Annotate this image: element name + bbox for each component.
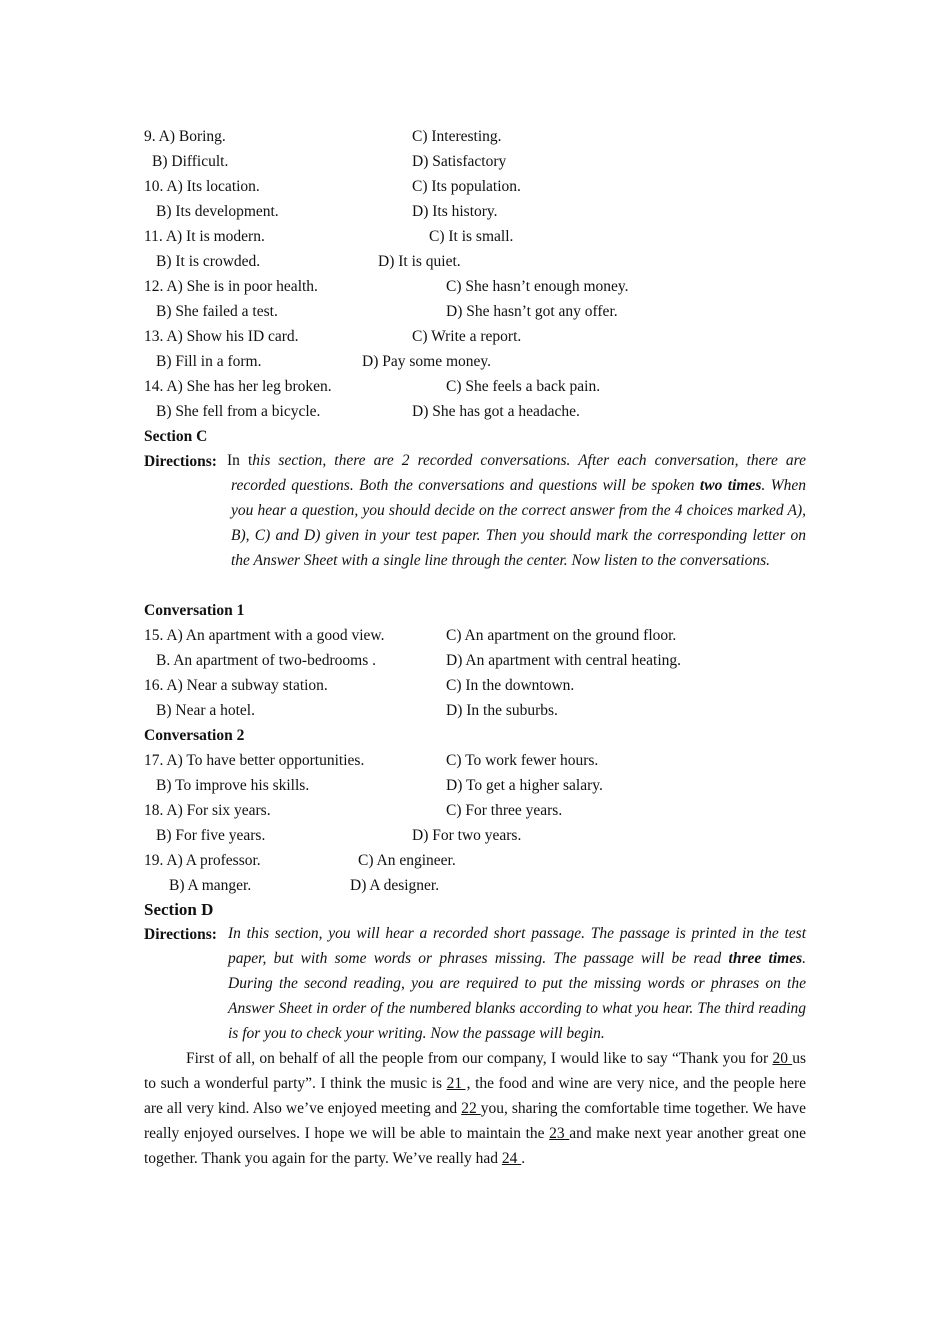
directions-emphasis: two times <box>699 476 762 494</box>
section-c-heading: Section C <box>144 428 208 445</box>
q15-option-a: 15. A) An apartment with a good view. <box>144 627 385 644</box>
q11-option-d: D) It is quiet. <box>378 253 461 270</box>
q16-option-a: 16. A) Near a subway station. <box>144 677 328 694</box>
q12-option-d: D) She hasn’t got any offer. <box>446 303 618 320</box>
section-c-directions-label: Directions: <box>144 453 217 470</box>
q18-option-d: D) For two years. <box>412 827 522 844</box>
passage-text: . <box>521 1150 526 1167</box>
q19-option-d: D) A designer. <box>350 877 440 894</box>
q9-option-d: D) Satisfactory <box>412 153 507 170</box>
q17-option-b: B) To improve his skills. <box>156 777 310 794</box>
passage-text: you, sharing the comfortable time together. We have really enjoyed ourselves. I hope we will be able to maintain the <box>144 1100 806 1142</box>
q13-option-b: B) Fill in a form. <box>156 353 262 370</box>
q19-option-a: 19. A) A professor. <box>144 852 261 869</box>
q10-option-a: 10. A) Its location. <box>144 178 260 195</box>
q13-option-c: C) Write a report. <box>412 328 522 345</box>
directions-part-1: In this section, you will hear a recorded short passage. The passage is printed in the test paper, but with some words or phrases missing. The passage will be read <box>228 925 806 967</box>
conversation-1-heading: Conversation 1 <box>144 602 245 619</box>
q16-option-c: C) In the downtown. <box>446 677 575 694</box>
q12-option-a: 12. A) She is in poor health. <box>144 278 318 295</box>
section-c-directions-text <box>227 449 807 574</box>
q17-option-a: 17. A) To have better opportunities. <box>144 752 365 769</box>
q12-option-b: B) She failed a test. <box>156 303 278 320</box>
passage-text: and make next year another great one together. Thank you again for the party. We’ve really had <box>144 1125 806 1167</box>
q10-option-d: D) Its history. <box>412 203 498 220</box>
passage-paragraph <box>144 1046 806 1171</box>
q14-option-a: 14. A) She has her leg broken. <box>144 378 332 395</box>
q14-option-b: B) She fell from a bicycle. <box>156 403 321 420</box>
q9-option-c: C) Interesting. <box>412 128 502 145</box>
q15-option-b: B. An apartment of two-bedrooms . <box>156 652 376 669</box>
q19-option-b: B) A manger. <box>169 877 252 894</box>
q10-option-c: C) Its population. <box>412 178 521 195</box>
q15-option-c: C) An apartment on the ground floor. <box>446 627 677 644</box>
q17-option-d: D) To get a higher salary. <box>446 777 603 794</box>
q15-option-d: D) An apartment with central heating. <box>446 652 682 669</box>
q9-option-a: 9. A) Boring. <box>144 128 226 145</box>
q13-option-d: D) Pay some money. <box>362 353 492 370</box>
q17-option-c: C) To work fewer hours. <box>446 752 599 769</box>
section-d-heading: Section D <box>144 900 214 919</box>
q9-option-b: B) Difficult. <box>152 153 229 170</box>
q11-option-c: C) It is small. <box>429 228 514 245</box>
q18-option-b: B) For five years. <box>156 827 266 844</box>
blank-21: 21 , <box>446 1075 471 1092</box>
q11-option-a: 11. A) It is modern. <box>144 228 265 245</box>
blank-23: 23 <box>549 1125 570 1142</box>
directions-part-2: . During the second reading, you are required to put the missing words or phrases on the Answer Sheet in order of the numbered blanks according to what you hear. The third reading is for you to check your writing. Now the passage will begin. <box>228 949 806 1042</box>
q18-option-a: 18. A) For six years. <box>144 802 271 819</box>
q16-option-d: D) In the suburbs. <box>446 702 558 719</box>
section-d-directions-label: Directions: <box>144 926 217 943</box>
q10-option-b: B) Its development. <box>156 203 279 220</box>
blank-20: 20 <box>772 1050 793 1067</box>
q18-option-c: C) For three years. <box>446 802 563 819</box>
q14-option-c: C) She feels a back pain. <box>446 378 601 395</box>
passage-text: First of all, on behalf of all the people from our company, I would like to say “Thank you for <box>186 1050 773 1067</box>
blank-24: 24 <box>501 1150 522 1167</box>
conversation-2-heading: Conversation 2 <box>144 727 245 744</box>
directions-lead: In t <box>227 452 253 469</box>
section-d-directions-text <box>228 922 806 1047</box>
q16-option-b: B) Near a hotel. <box>156 702 255 719</box>
directions-part-2: . When you hear a question, you should decide on the correct answer from the 4 choices marked A), B), C) and D) given in your test paper. Then you should mark the corresponding letter on the Answer Sheet with a single line through the center. Now listen to the conversations. <box>231 476 807 569</box>
passage-text: the food and wine are very nice, and the people here are all very kind. Also we’ve enjoyed meeting and <box>144 1075 807 1117</box>
q13-option-a: 13. A) Show his ID card. <box>144 328 299 345</box>
q19-option-c: C) An engineer. <box>358 852 456 869</box>
q14-option-d: D) She has got a headache. <box>412 403 580 420</box>
blank-22: 22 <box>461 1100 481 1117</box>
passage-text: us to such a wonderful party”. I think the music is <box>144 1050 807 1092</box>
q11-option-b: B) It is crowded. <box>156 253 261 270</box>
q12-option-c: C) She hasn’t enough money. <box>446 278 629 295</box>
directions-emphasis: three times <box>728 949 803 967</box>
directions-part-1: his section, there are 2 recorded conversations. After each conversation, there are recorded questions. Both the conversations and questions will be spoken <box>231 452 806 494</box>
